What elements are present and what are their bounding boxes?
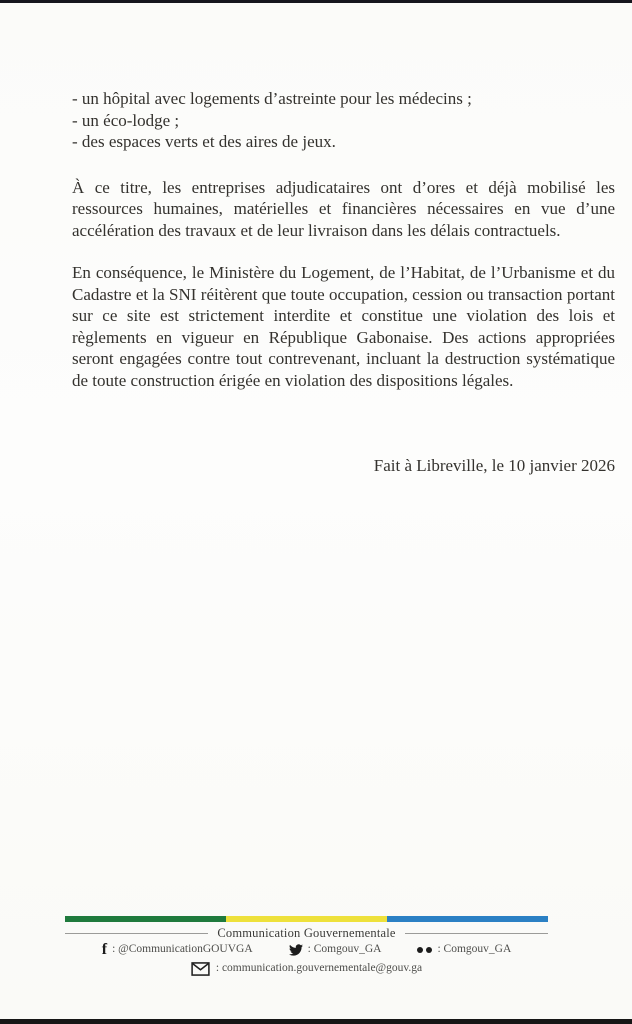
- bullet-item: - un hôpital avec logements d’astreinte pour les médecins ;: [72, 89, 472, 108]
- banner-rule-left: [65, 933, 208, 934]
- email-address: : communication.gouvernementale@gouv.ga: [215, 962, 423, 974]
- bullet-item: - des espaces verts et des aires de jeux.: [72, 132, 336, 151]
- twitter-contact: [289, 941, 382, 958]
- dateline: Fait à Libreville, le 10 janvier 2026: [373, 456, 615, 475]
- email-icon: [191, 962, 210, 976]
- flickr-handle: : Comgouv_GA: [437, 943, 512, 955]
- bullet-item: - un éco-lodge ;: [72, 110, 180, 130]
- footer-banner-title: Communication Gouvernementale: [217, 926, 396, 940]
- twitter-handle: : Comgouv_GA: [307, 943, 382, 955]
- paragraph-interdiction: En conséquence, le Ministère du Logement, de l’Habitat, de l’Urbanisme et du Cadastre et la SNI réitèrent que toute occupation, cession ou transaction portant sur ce site est strictement interdite et constitue une violation des lois et règlements en vigueur en République Gabonaise. Des actions appropriées seront engagées contre tout contrevenant, incluant la destruction systématique de toute construction érigée en violation des dispositions légales.: [72, 263, 615, 390]
- flickr-contact: [417, 941, 511, 958]
- gabon-flag-bar: [65, 916, 548, 922]
- banner-rule-right: [405, 933, 548, 934]
- facebook-icon: f: [101, 940, 108, 958]
- facebook-handle: : @CommunicationGOUVGA: [112, 943, 253, 955]
- twitter-icon: [289, 944, 303, 956]
- facebook-contact: [102, 941, 253, 958]
- flickr-icon: [417, 947, 432, 953]
- document-body: [72, 0, 615, 477]
- flag-blue-segment: [387, 916, 548, 922]
- flag-green-segment: [65, 916, 226, 922]
- bottom-edge-bar: [0, 1019, 632, 1024]
- paragraph-mobilisation: À ce titre, les entreprises adjudicataires ont d’ores et déjà mobilisé les ressources humaines, matérielles et financières nécessaires en vue d’une accélération des travaux et de leur livraison dans les délais contractuels.: [72, 177, 615, 240]
- footer-banner: [65, 926, 548, 940]
- footer-email-row: [65, 960, 548, 977]
- flag-yellow-segment: [226, 916, 387, 922]
- footer-social-row: [65, 941, 548, 958]
